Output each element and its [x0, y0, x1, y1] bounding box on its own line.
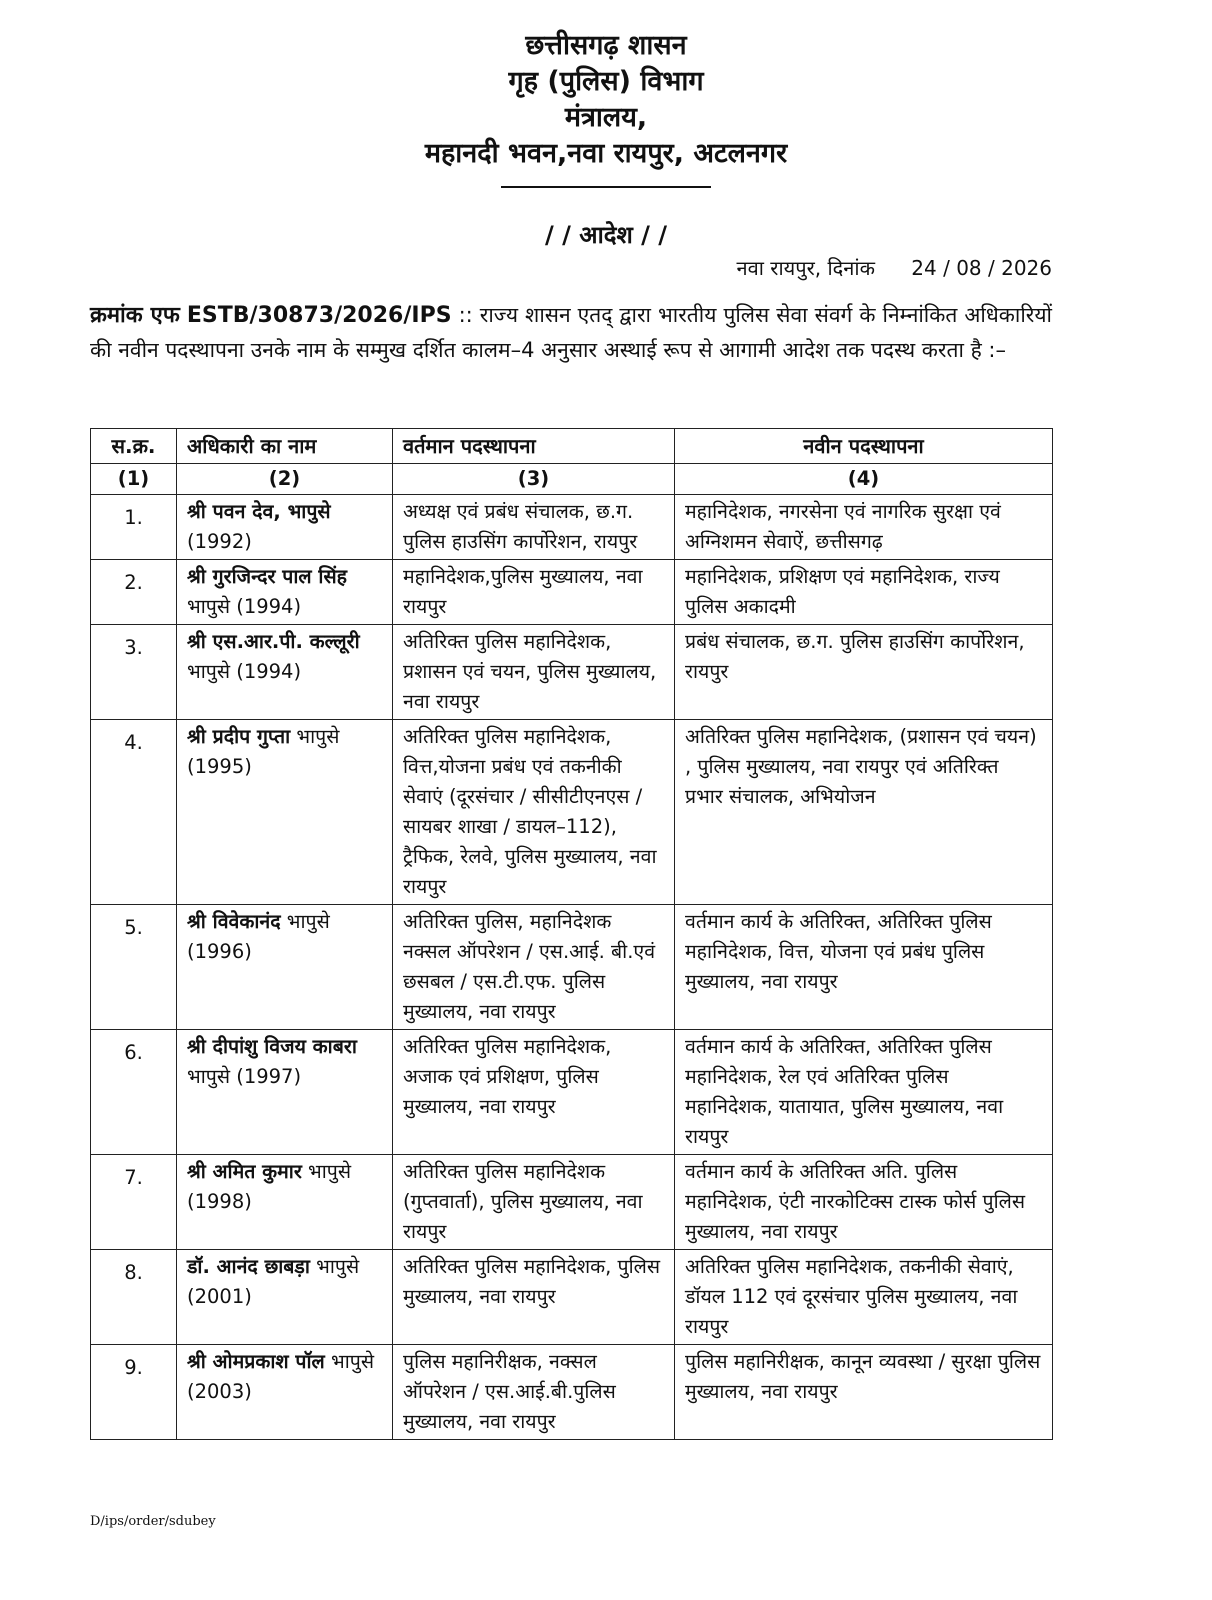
- officer-name-cell: [177, 560, 393, 625]
- date-line: [737, 254, 1052, 281]
- new-posting: महानिदेशक, प्रशिक्षण एवं महानिदेशक, राज्य पुलिस अकादमी: [675, 560, 1053, 625]
- table-row: [91, 720, 1053, 905]
- new-posting: अतिरिक्त पुलिस महानिदेशक, तकनीकी सेवाएं, डॉयल 112 एवं दूरसंचार पुलिस मुख्यालय, नवा रायपुर: [675, 1250, 1053, 1345]
- officer-name-cell: [177, 720, 393, 905]
- serial-number: 2.: [91, 560, 177, 625]
- officer-name-cell: [177, 1155, 393, 1250]
- col-number: (4): [675, 464, 1053, 495]
- header-divider: [501, 186, 711, 188]
- serial-number: 5.: [91, 905, 177, 1030]
- officer-name-cell: [177, 1250, 393, 1345]
- document-header: [0, 28, 1212, 188]
- officer-name: श्री दीपांशु विजय काबरा: [187, 1035, 357, 1058]
- order-intro: [90, 298, 1052, 368]
- new-posting: पुलिस महानिरीक्षक, कानून व्यवस्था / सुरक्षा पुलिस मुख्यालय, नवा रायपुर: [675, 1345, 1053, 1440]
- col-number: (1): [91, 464, 177, 495]
- new-posting: वर्तमान कार्य के अतिरिक्त, अतिरिक्त पुलिस महानिदेशक, रेल एवं अतिरिक्त पुलिस महानिदेशक, यातायात, पुलिस मुख्यालय, नवा रायपुर: [675, 1030, 1053, 1155]
- officer-name-cell: [177, 1345, 393, 1440]
- serial-number: 1.: [91, 495, 177, 560]
- new-posting: महानिदेशक, नगरसेना एवं नागरिक सुरक्षा एवं अग्निशमन सेवाऐं, छत्तीसगढ़: [675, 495, 1053, 560]
- posting-table: [90, 428, 1053, 1440]
- serial-number: 7.: [91, 1155, 177, 1250]
- current-posting: अतिरिक्त पुलिस महानिदेशक, प्रशासन एवं चयन, पुलिस मुख्यालय, नवा रायपुर: [393, 625, 675, 720]
- officer-name: श्री गुरजिन्दर पाल सिंह: [187, 565, 347, 588]
- officer-batch: भापुसे (1998): [187, 1160, 352, 1213]
- officer-name: श्री पवन देव, भापुसे: [187, 500, 331, 523]
- table-header-row: [91, 429, 1053, 464]
- new-posting: अतिरिक्त पुलिस महानिदेशक, (प्रशासन एवं चयन) , पुलिस मुख्यालय, नवा रायपुर एवं अतिरिक्त प्रभार संचालक, अभियोजन: [675, 720, 1053, 905]
- table-row: [91, 1030, 1053, 1155]
- footer-path: D/ips/order/sdubey: [90, 1514, 216, 1529]
- serial-number: 3.: [91, 625, 177, 720]
- table-row: [91, 1155, 1053, 1250]
- serial-number: 6.: [91, 1030, 177, 1155]
- officer-name: श्री ओमप्रकाश पॉल: [187, 1350, 325, 1373]
- table-row: [91, 560, 1053, 625]
- officer-name: श्री अमित कुमार: [187, 1160, 302, 1183]
- serial-number: 9.: [91, 1345, 177, 1440]
- officer-name-cell: [177, 1030, 393, 1155]
- current-posting: अध्यक्ष एवं प्रबंध संचालक, छ.ग. पुलिस हाउसिंग कार्पोरेशन, रायपुर: [393, 495, 675, 560]
- department-name: गृह (पुलिस) विभाग: [508, 66, 704, 97]
- new-posting: वर्तमान कार्य के अतिरिक्त अति. पुलिस महानिदेशक, एंटी नारकोटिक्स टास्क फोर्स पुलिस मुख्यालय, नवा रायपुर: [675, 1155, 1053, 1250]
- date-value: 24 / 08 / 2026: [911, 256, 1052, 280]
- current-posting: अतिरिक्त पुलिस महानिदेशक, अजाक एवं प्रशिक्षण, पुलिस मुख्यालय, नवा रायपुर: [393, 1030, 675, 1155]
- new-posting: प्रबंध संचालक, छ.ग. पुलिस हाउसिंग कार्पोरेशन, रायपुर: [675, 625, 1053, 720]
- current-posting: अतिरिक्त पुलिस महानिदेशक, पुलिस मुख्यालय, नवा रायपुर: [393, 1250, 675, 1345]
- col-header-sno: स.क्र.: [91, 429, 177, 464]
- officer-batch: भापुसे (2003): [187, 1350, 375, 1403]
- current-posting: अतिरिक्त पुलिस महानिदेशक (गुप्तवार्ता), पुलिस मुख्यालय, नवा रायपुर: [393, 1155, 675, 1250]
- col-header-new: नवीन पदस्थापना: [675, 429, 1053, 464]
- col-header-current: वर्तमान पदस्थापना: [393, 429, 675, 464]
- current-posting: अतिरिक्त पुलिस महानिदेशक, वित्त,योजना प्रबंध एवं तकनीकी सेवाएं (दूरसंचार / सीसीटीएनएस / सायबर शाखा / डायल–112), ट्रैफिक, रेलवे, पुलिस मुख्यालय, नवा रायपुर: [393, 720, 675, 905]
- officer-batch: भापुसे (1996): [187, 910, 330, 963]
- officer-batch: भापुसे (1995): [187, 725, 340, 778]
- col-number: (3): [393, 464, 675, 495]
- table-row: [91, 495, 1053, 560]
- govt-name: छत्तीसगढ़ शासन: [525, 30, 687, 61]
- officer-name: डॉ. आनंद छाबड़ा: [187, 1255, 310, 1278]
- current-posting: महानिदेशक,पुलिस मुख्यालय, नवा रायपुर: [393, 560, 675, 625]
- officer-name-cell: [177, 495, 393, 560]
- table-row: [91, 1250, 1053, 1345]
- column-number-row: [91, 464, 1053, 495]
- officer-name: श्री विवेकानंद: [187, 910, 281, 933]
- current-posting: पुलिस महानिरीक्षक, नक्सल ऑपरेशन / एस.आई.बी.पुलिस मुख्यालय, नवा रायपुर: [393, 1345, 675, 1440]
- officer-batch: (1992): [187, 530, 252, 553]
- officer-batch: भापुसे (2001): [187, 1255, 360, 1308]
- table-row: [91, 905, 1053, 1030]
- ref-number: ESTB/30873/2026/IPS: [186, 303, 452, 328]
- ministry-name: मंत्रालय,: [564, 102, 648, 133]
- officer-batch: भापुसे (1994): [187, 660, 302, 683]
- officer-batch: भापुसे (1994): [187, 595, 302, 618]
- officer-name: श्री एस.आर.पी. कल्लूरी: [187, 630, 360, 653]
- officer-name: श्री प्रदीप गुप्ता: [187, 725, 291, 748]
- officer-name-cell: [177, 625, 393, 720]
- col-number: (2): [177, 464, 393, 495]
- date-place: नवा रायपुर, दिनांक: [736, 256, 875, 280]
- ref-prefix: क्रमांक एफ: [90, 303, 180, 328]
- intro-text: :: राज्य शासन एतद् द्वारा भारतीय पुलिस सेवा संवर्ग के निम्नांकित अधिकारियों की नवीन पदस्थापना उनके नाम के सम्मुख दर्शित कालम–4 अनुसार अस्थाई रूप से आगामी आदेश तक पदस्थ करता है :–: [90, 303, 1052, 362]
- serial-number: 4.: [91, 720, 177, 905]
- order-title: / / आदेश / /: [544, 221, 668, 249]
- current-posting: अतिरिक्त पुलिस, महानिदेशक नक्सल ऑपरेशन / एस.आई. बी.एवं छसबल / एस.टी.एफ. पुलिस मुख्यालय, नवा रायपुर: [393, 905, 675, 1030]
- serial-number: 8.: [91, 1250, 177, 1345]
- officer-batch: भापुसे (1997): [187, 1065, 302, 1088]
- col-header-name: अधिकारी का नाम: [177, 429, 393, 464]
- officer-name-cell: [177, 905, 393, 1030]
- table-row: [91, 625, 1053, 720]
- address-line: महानदी भवन,नवा रायपुर, अटलनगर: [424, 138, 788, 169]
- table-row: [91, 1345, 1053, 1440]
- new-posting: वर्तमान कार्य के अतिरिक्त, अतिरिक्त पुलिस महानिदेशक, वित्त, योजना एवं प्रबंध पुलिस मुख्यालय, नवा रायपुर: [675, 905, 1053, 1030]
